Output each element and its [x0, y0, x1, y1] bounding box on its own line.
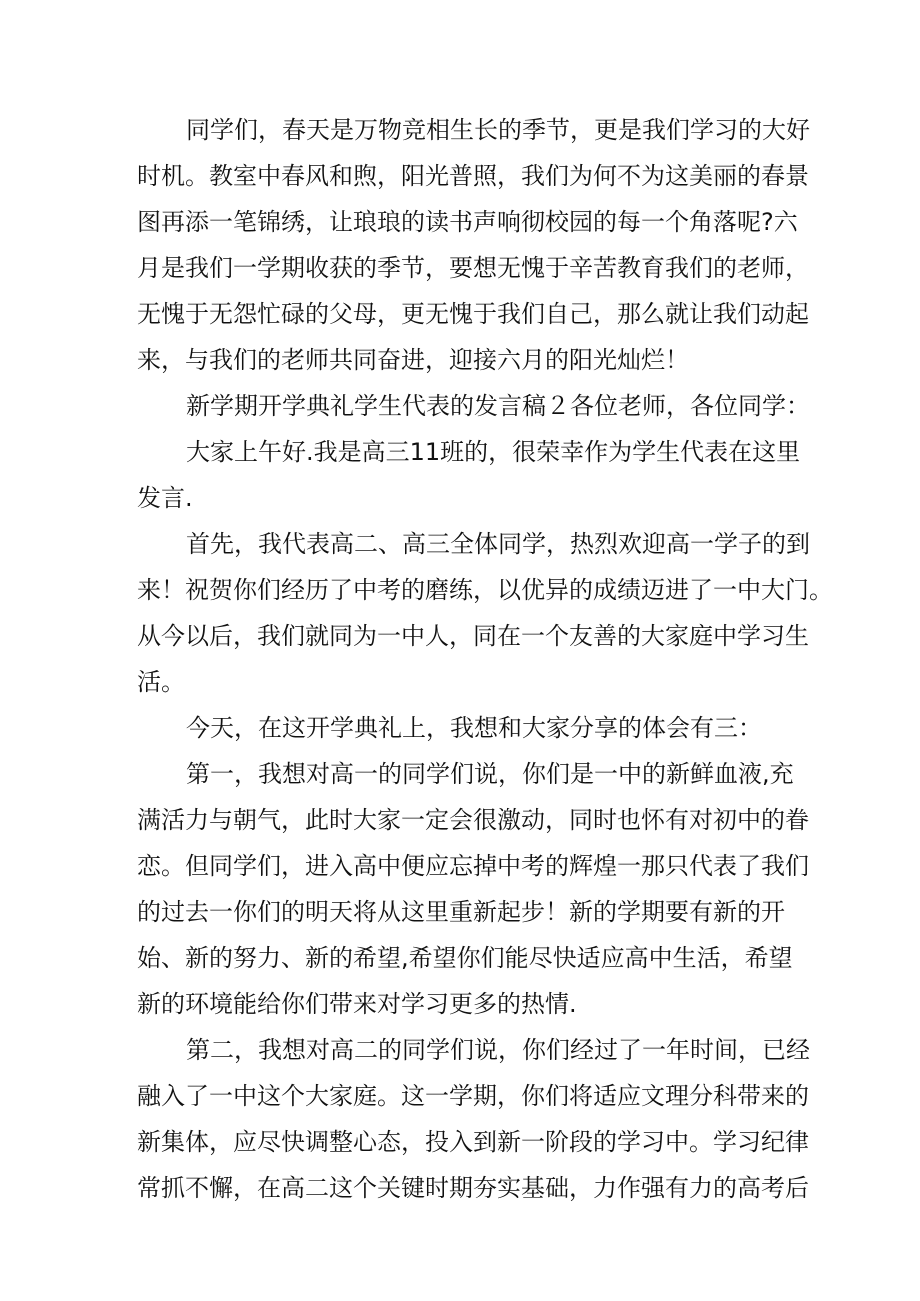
paragraph-4-line-1: 首先，我代表高二、高三全体同学，热烈欢迎高一学子的到	[186, 530, 810, 558]
paragraph-1-line-4: 月是我们一学期收获的季节，要想无愧于辛苦教育我们的老师，	[137, 254, 809, 282]
paragraph-6-line-5: 始、新的努力、新的希望,希望你们能尽快适应高中生活，希望	[137, 944, 793, 972]
paragraph-4-line-2: 来！祝贺你们经历了中考的磨练，以优异的成绩迈进了一中大门。	[137, 576, 833, 604]
paragraph-3-line-2: 发言.	[137, 484, 193, 512]
paragraph-7-line-4: 常抓不懈，在高二这个关键时期夯实基础，力作强有力的高考后	[137, 1174, 809, 1202]
paragraph-3-line-1: 大家上午好.我是高三11班的，很荣幸作为学生代表在这里	[186, 438, 801, 466]
paragraph-1-line-6: 来，与我们的老师共同奋进，迎接六月的阳光灿烂！	[137, 346, 689, 374]
paragraph-5-line-1: 今天，在这开学典礼上，我想和大家分享的体会有三：	[186, 714, 762, 742]
paragraph-6-line-6: 新的环境能给你们带来对学习更多的热情.	[137, 990, 577, 1018]
paragraph-7-line-3: 新集体，应尽快调整心态，投入到新一阶段的学习中。学习纪律	[137, 1128, 809, 1156]
paragraph-1-line-2: 时机。教室中春风和煦，阳光普照，我们为何不为这美丽的春景	[137, 162, 809, 190]
paragraph-7-line-1: 第二，我想对高二的同学们说，你们经过了一年时间，已经	[186, 1036, 810, 1064]
paragraph-4-line-3: 从今以后，我们就同为一中人，同在一个友善的大家庭中学习生	[137, 622, 809, 650]
paragraph-2-line-1: 新学期开学典礼学生代表的发言稿２各位老师，各位同学：	[186, 392, 810, 420]
paragraph-6-line-4: 的过去一你们的明天将从这里重新起步！新的学期要有新的开	[137, 898, 785, 926]
paragraph-1-line-1: 同学们，春天是万物竞相生长的季节，更是我们学习的大好	[186, 116, 810, 144]
paragraph-6-line-1: 第一，我想对高一的同学们说，你们是一中的新鲜血液,充	[186, 760, 794, 788]
paragraph-6-line-2: 满活力与朝气，此时大家一定会很激动，同时也怀有对初中的眷	[137, 806, 809, 834]
paragraph-1-line-5: 无愧于无怨忙碌的父母，更无愧于我们自己，那么就让我们动起	[137, 300, 809, 328]
paragraph-4-line-4: 活。	[137, 668, 185, 696]
paragraph-7-line-2: 融入了一中这个大家庭。这一学期，你们将适应文理分科带来的	[137, 1082, 809, 1110]
paragraph-6-line-3: 恋。但同学们，进入高中便应忘掉中考的辉煌一那只代表了我们	[137, 852, 809, 880]
paragraph-1-line-3: 图再添一笔锦绣，让琅琅的读书声响彻校园的每一个角落呢?六	[137, 208, 798, 236]
